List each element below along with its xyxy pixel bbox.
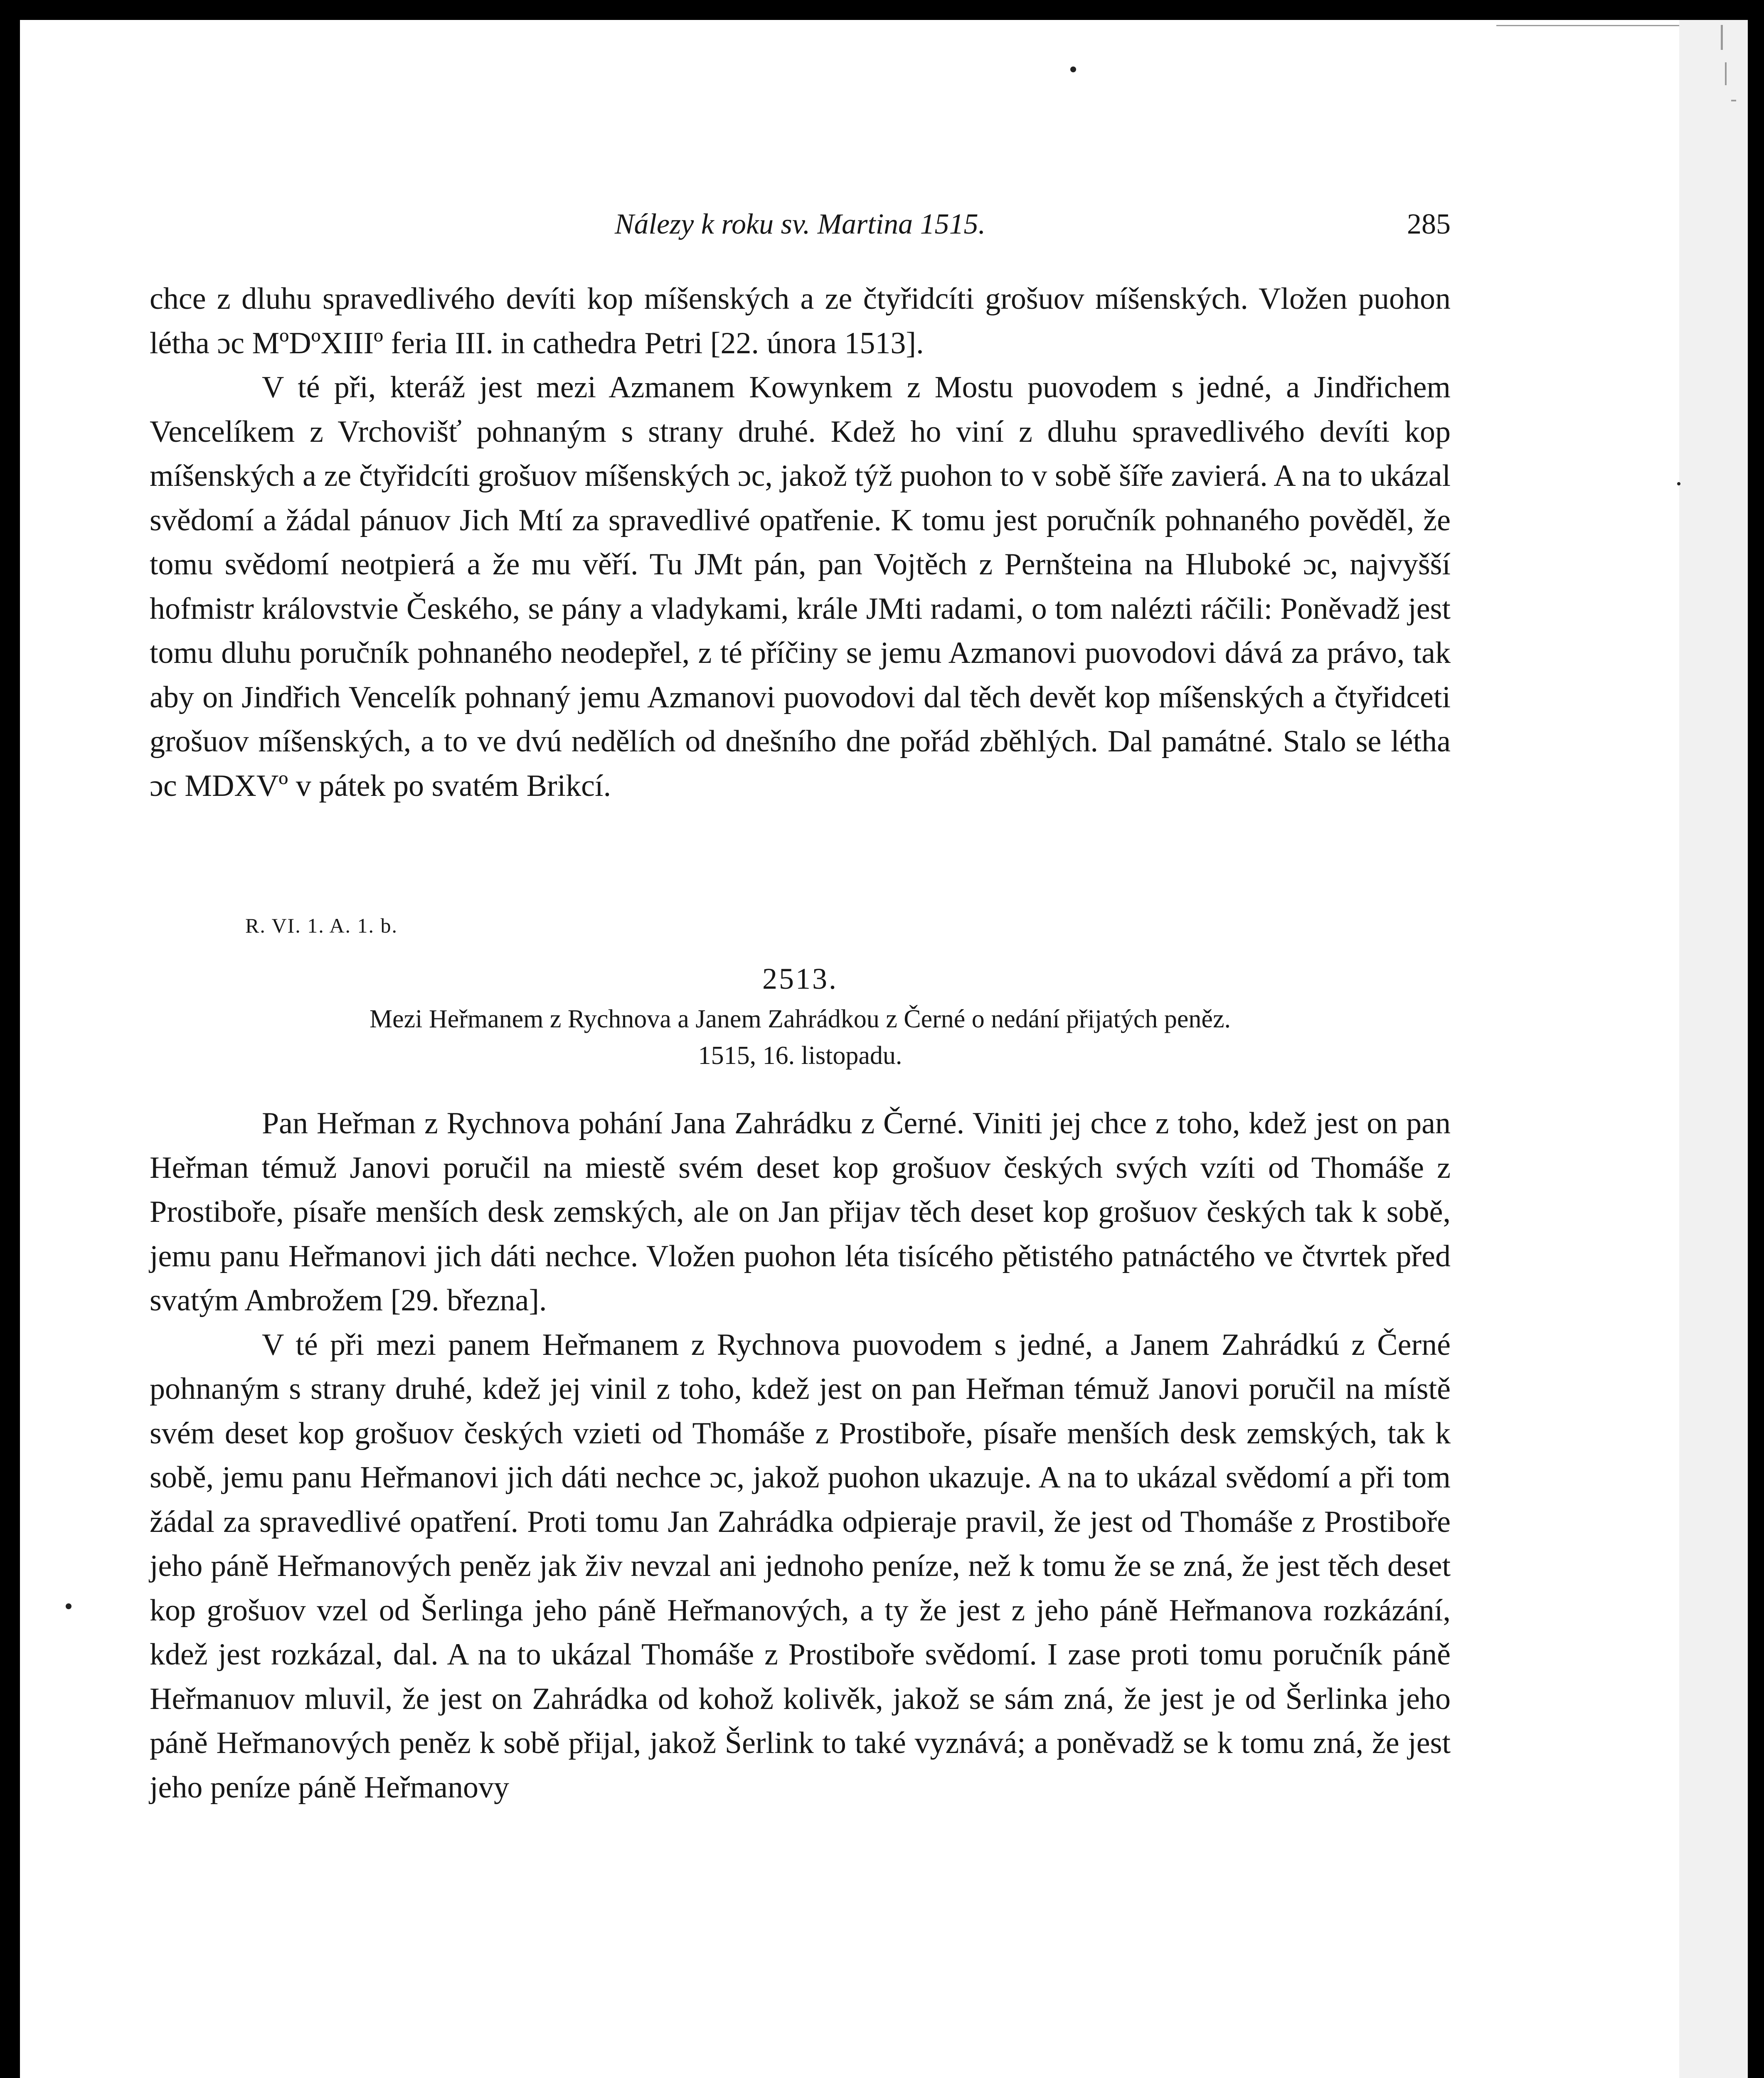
document-page: [150, 195, 1451, 2078]
edge-mark: [1496, 25, 1679, 26]
paragraph: Pan Heřman z Rychnova pohání Jana Zahrádku z Černé. Viniti jej chce z toho, kdež jest on pan Heřman témuž Janovi poručil na miestě svém deset kop grošuov českých svých vzíti od Thomáše z Prostiboře, písaře menších desk zemských, ale on Jan přijav těch deset kop grošuov českých tak k sobě, jemu panu Heřmanovi jich dáti nechce. Vložen puohon léta tisícého pětistého patnáctého ve čtvrtek před svatým Ambrožem [29. března].: [150, 1106, 1451, 1317]
scan-border-left: [0, 0, 20, 2078]
edge-mark: [1721, 25, 1723, 50]
speck: [66, 1603, 71, 1609]
scan-border-right: [1748, 0, 1764, 2078]
document-summary-parties: Mezi Heřmanem z Rychnova a Janem Zahrádkou z Černé o nedání přijatých peněz.: [370, 1005, 1231, 1033]
scan-border-top: [0, 0, 1764, 20]
document-number: 2513.: [762, 962, 838, 995]
speck: [1070, 66, 1076, 72]
continuation-text: [150, 277, 1451, 808]
speck: [1677, 482, 1680, 485]
archival-reference: R. VI. 1. A. 1. b.: [245, 914, 398, 937]
edge-mark: [1731, 100, 1736, 101]
page-number: 285: [1407, 208, 1451, 240]
edge-mark: [1725, 62, 1727, 85]
running-head-title: Nálezy k roku sv. Martina 1515.: [614, 208, 986, 240]
document-body: [150, 1101, 1451, 1810]
document-date: 1515, 16. listopadu.: [698, 1041, 902, 1070]
running-head: [150, 204, 1451, 249]
page-edge-strip: [1679, 20, 1748, 2078]
paragraph: chce z dluhu spravedlivého devíti kop míšenských a ze čtyřidcíti grošuov míšenských. Vložen puohon létha ɔc MºDºXIIIº feria III. in cathedra Petri [22. února 1513].: [150, 282, 1451, 360]
paragraph: V té při mezi panem Heřmanem z Rychnova puovodem s jedné, a Janem Zahrádkú z Černé pohnaným s strany druhé, kdež jej vinil z toho, kdež jest on pan Heřman témuž Janovi poručil na místě svém deset kop grošuov českých vzieti od Thomáše z Prostiboře, písaře menších desk zemských, tak k sobě, jemu panu Heřmanovi jich dáti nechce ɔc, jakož puohon ukazuje. A na to ukázal svědomí a při tom žádal za spravedlivé opatření. Proti tomu Jan Zahrádka odpieraje pravil, že jest od Thomáše z Prostiboře jeho páně Heřmanových peněz jak živ nevzal ani jednoho peníze, než k tomu že se zná, že jest těch deset kop grošuov vzel od Šerlinga jeho páně Heřmanových, a ty že jest z jeho páně Heřmanova rozkázání, kdež jest rozkázal, dal. A na to ukázal Thomáše z Prostiboře svědomí. I zase proti tomu poručník páně Heřmanuov mluvil, že jest on Zahrádka od kohož kolivěk, jakož se sám zná, že jest je od Šerlinka jeho páně Heřmanových peněz k sobě přijal, jakož Šerlink to také vyznává; a poněvadž se k tomu zná, že jest jeho peníze páně Heřmanovy: [150, 1327, 1451, 1805]
paragraph: V té při, kteráž jest mezi Azmanem Kowynkem z Mostu puovodem s jedné, a Jindřichem Vencelíkem z Vrchovišť pohnaným s strany druhé. Kdež ho viní z dluhu spravedlivého devíti kop míšenských a ze čtyřidcíti grošuov míšenských ɔc, jakož týž puohon to v sobě šíře zavierá. A na to ukázal svědomí a žádal pánuov Jich Mtí za spravedlivé opatřenie. K tomu jest poručník pohnaného pověděl, že tomu svědomí neotpierá a že mu věří. Tu JMt pán, pan Vojtěch z Pernšteina na Hluboké ɔc, najvyšší hofmistr královstvie Českého, se pány a vladykami, krále JMti radami, o tom nalézti ráčili: Poněvadž jest tomu dluhu poručník pohnaného neodepřel, z té příčiny se jemu Azmanovi puovodovi dává za právo, tak aby on Jindřich Vencelík pohnaný jemu Azmanovi puovodovi dal těch devět kop míšenských a čtyřidceti grošuov míšenských, a to ve dvú nedělích od dnešního dne pořád zběhlých. Dal památné. Stalo se létha ɔc MDXVº v pátek po svatém Brikcí.: [150, 370, 1451, 803]
document-summary: [150, 1001, 1451, 1074]
